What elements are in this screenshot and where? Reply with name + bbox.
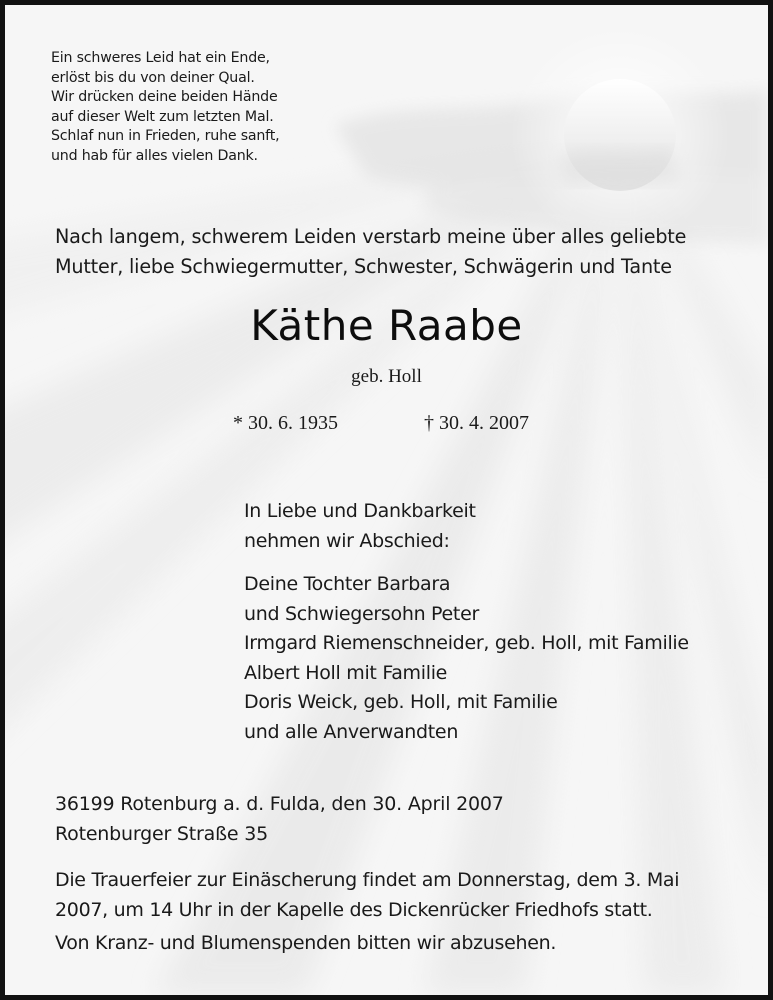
service-line: Die Trauerfeier zur Einäscherung findet am Donnerstag, dem 3. Mai — [55, 869, 680, 891]
mourner: Irmgard Riemenschneider, geb. Holl, mit Familie — [244, 632, 689, 654]
service-line: 2007, um 14 Uhr in der Kapelle des Dickenrücker Friedhofs statt. — [55, 899, 653, 921]
mourner: und alle Anverwandten — [244, 720, 459, 743]
poem-line: auf dieser Welt zum letzten Mal. — [51, 108, 274, 125]
funeral-service-info — [55, 865, 679, 925]
mourner: Albert Holl mit Familie — [244, 661, 448, 684]
farewell-text — [244, 496, 476, 556]
poem — [51, 49, 279, 167]
flowers-note: Von Kranz- und Blumenspenden bitten wir abzusehen. — [55, 932, 557, 954]
place-and-date: 36199 Rotenburg a. d. Fulda, den 30. April 2007 — [55, 793, 504, 815]
birth-date: * 30. 6. 1935 — [233, 412, 338, 434]
mourners-list — [244, 570, 689, 747]
farewell-line: In Liebe und Dankbarkeit — [244, 500, 476, 522]
death-announcement — [55, 222, 686, 282]
deceased-name: Käthe Raabe — [250, 301, 523, 350]
mourner: und Schwiegersohn Peter — [244, 602, 479, 625]
maiden-name: geb. Holl — [351, 366, 422, 387]
poem-line: und hab für alles vielen Dank. — [51, 147, 258, 164]
mourner: Deine Tochter Barbara — [244, 573, 451, 595]
farewell-line: nehmen wir Abschied: — [244, 530, 450, 552]
death-date: † 30. 4. 2007 — [424, 412, 529, 434]
announcement-line: Mutter, liebe Schwiegermutter, Schwester, Schwägerin und Tante — [55, 255, 672, 278]
poem-line: Ein schweres Leid hat ein Ende, — [51, 50, 270, 66]
street-address: Rotenburger Straße 35 — [55, 823, 268, 845]
announcement-line: Nach langem, schwerem Leiden verstarb meine über alles geliebte — [55, 225, 687, 248]
poem-line: Schlaf nun in Frieden, ruhe sanft, — [51, 128, 280, 145]
mourner: Doris Weick, geb. Holl, mit Familie — [244, 691, 558, 713]
poem-line: Wir drücken deine beiden Hände — [51, 89, 278, 106]
poem-line: erlöst bis du von deiner Qual. — [51, 69, 255, 86]
